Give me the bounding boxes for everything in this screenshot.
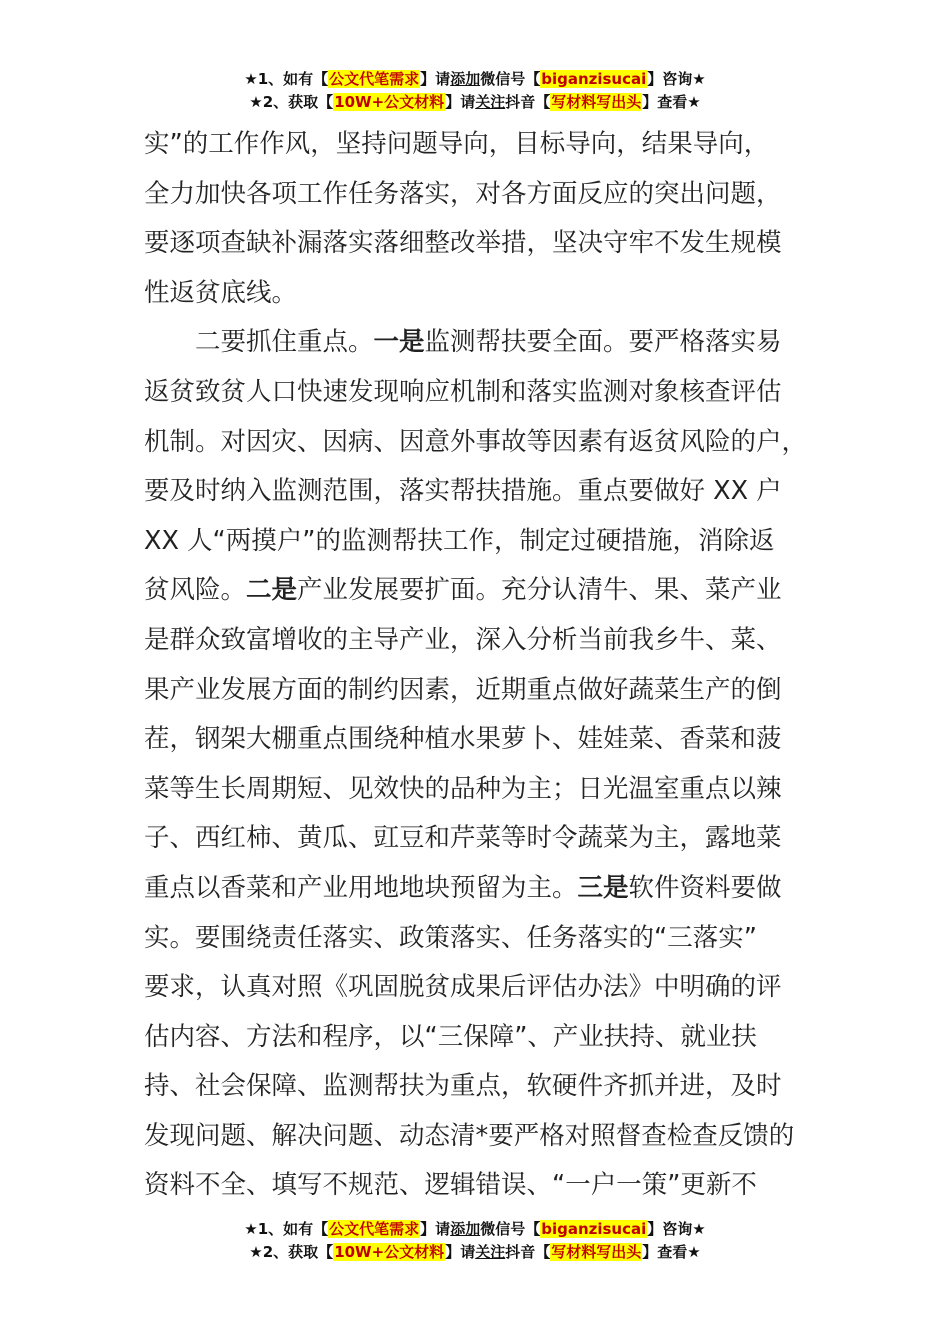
highlight-materials: 10W+公文材料 (334, 93, 445, 111)
footer-banner (0, 1218, 950, 1264)
highlight-materials: 10W+公文材料 (334, 1243, 445, 1261)
highlight-douyin: 写材料写出头 (551, 93, 642, 111)
document-body (144, 120, 810, 1211)
bold-marker-1: 一是 (373, 327, 425, 358)
highlight-service: 公文代笔需求 (329, 70, 420, 88)
banner-line-2: ★2、获取【10W+公文材料】请关注抖音【写材料写出头】查看★ (249, 93, 701, 111)
banner-line-1: ★1、如有【公文代笔需求】请添加微信号【biganzisucai】咨询★ (244, 70, 706, 88)
highlight-wechat-id: biganzisucai (541, 70, 647, 88)
paragraph-2: 二要抓住重点。一是监测帮扶要全面。要严格落实易 返贫致贫人口快速发现响应机制和落实监测对象核查评估 机制。对因灾、因病、因意外事故等因素有返贫风险的户， 要及时纳入监测范围，落实帮扶措施。重点要做好 XX 户 XX 人“两摸户”的监测帮扶工作，制定过硬措施，消除返 贫风险。二是产业发展要扩面。充分认清牛、果、菜产业 是群众致富增收的主导产业，深入分析当前我乡牛、菜、 果产业发展方面的制约因素，近期重点做好蔬菜生产的倒 茬，钢架大棚重点围绕种植水果萝卜、娃娃菜、香菜和菠 菜等生长周期短、见效快的品种为主；日光温室重点以辣 子、西红柿、黄瓜、豇豆和芹菜等时令蔬菜为主，露地菜 重点以香菜和产业用地地块预留为主。三是软件资料要做 实。要围绕责任落实、政策落实、任务落实的“三落实” 要求，认真对照《巩固脱贫成果后评估办法》中明确的评 估内容、方法和程序，以“三保障”、产业扶持、就业扶 持、社会保障、监测帮扶为重点，软硬件齐抓并进，及时 发现问题、解决问题、动态清*要严格对照督查检查反馈的 资料不全、填写不规范、逻辑错误、“一户一策”更新不 (144, 327, 808, 1201)
bold-marker-3: 三是 (577, 872, 629, 903)
bold-marker-2: 二是 (246, 575, 298, 606)
header-banner (0, 68, 950, 114)
banner-line-2: ★2、获取【10W+公文材料】请关注抖音【写材料写出头】查看★ (249, 1243, 701, 1261)
paragraph-1: 实”的工作作风，坚持问题导向，目标导向，结果导向， 全力加快各项工作任务落实，对各方面反应的突出问题， 要逐项查缺补漏落实落细整改举措，坚决守牢不发生规模 性返贫底线。 (144, 129, 782, 308)
banner-line-1: ★1、如有【公文代笔需求】请添加微信号【biganzisucai】咨询★ (244, 1220, 706, 1238)
highlight-douyin: 写材料写出头 (551, 1243, 642, 1261)
highlight-wechat-id: biganzisucai (541, 1220, 647, 1238)
highlight-service: 公文代笔需求 (329, 1220, 420, 1238)
